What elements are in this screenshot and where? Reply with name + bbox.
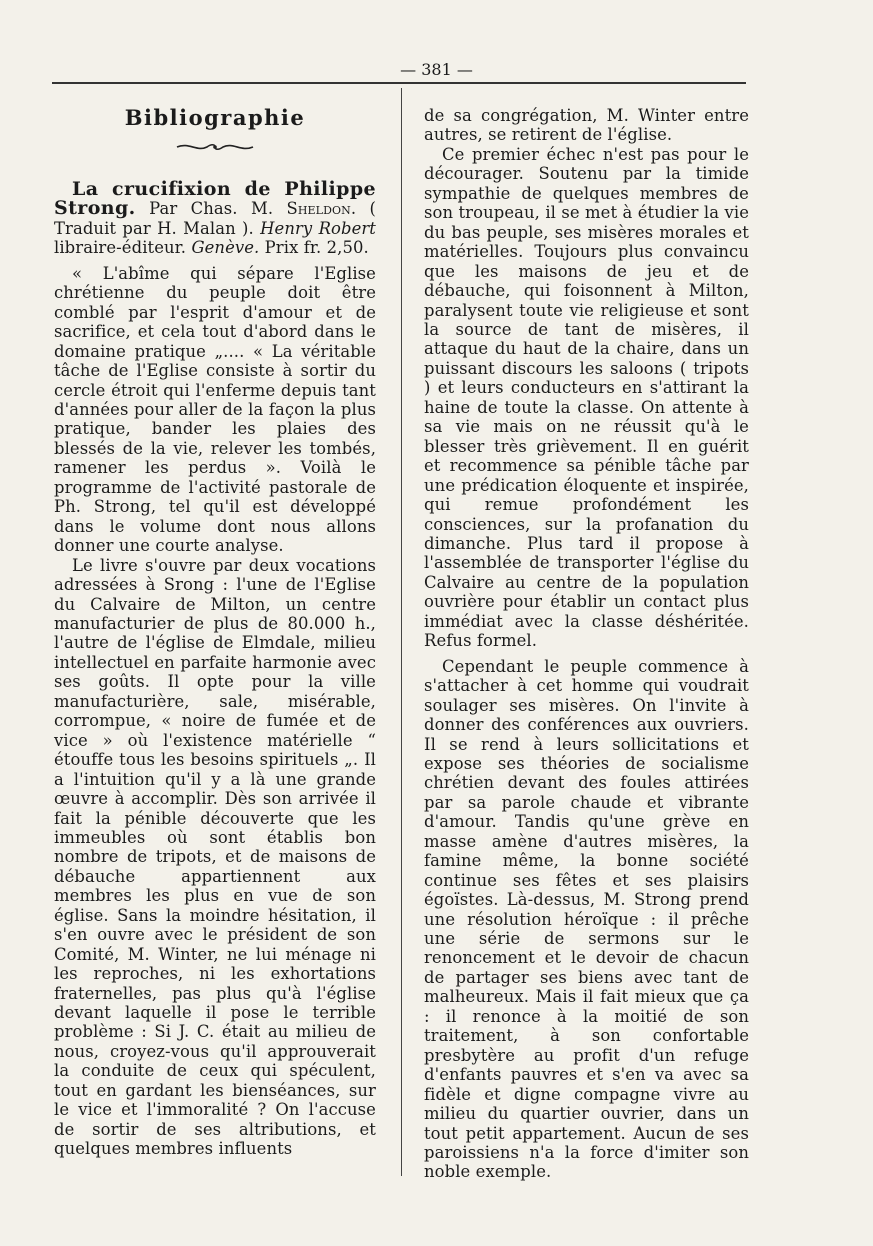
article-price: Prix fr. 2,50. <box>264 238 369 258</box>
right-column <box>424 106 749 1182</box>
header-rule <box>52 82 746 84</box>
article-translator: ( Traduit par H. Malan ). <box>54 199 377 238</box>
ornament-flourish-icon <box>54 140 376 180</box>
page-number: — 381 — <box>400 60 473 79</box>
paragraph: « L'abîme qui sépare l'Eglise chrétienne du peuple doit être comblé par l'esprit d'amour et de sacrifice, et cela tout d'abord dans le domaine pratique „.... « La véritable tâche de l'Eglise consiste à sortir du cercle étroit qui l'enferme depuis tant d'années pour aller de la façon la plus pratique, bander les plaies des blessés de la vie, relever les tombés, ramener les perdus ». Voilà le programme de l'activité pastorale de Ph. Strong, tel qu'il est développé dans le volume dont nous allons donner une courte analyse. <box>54 263 376 556</box>
article-title: La crucifixion de Philippe Strong. <box>54 178 376 220</box>
column-divider <box>401 88 402 1176</box>
article-publisher: Henry Robert <box>260 218 376 238</box>
article-city: Genève. <box>191 238 260 258</box>
article-heading <box>54 180 376 258</box>
paragraph: de sa congrégation, M. Winter entre autres, se retirent de l'église. <box>424 106 749 145</box>
section-title: Bibliographie <box>124 105 306 130</box>
left-column <box>54 104 376 1159</box>
paragraph: Le livre s'ouvre par deux vocations adressées à Srong : l'une de l'Eglise du Calvaire de Milton, un centre manufacturier de plus de 80.000 h., l'autre de l'église de Elmdale, milieu intellectuel en parfaite harmonie avec ses goûts. Il opte pour la ville manufacturière, sale, misérable, corrompue, « noire de fumée et de vice » où l'existence matérielle “ étouffe tous les besoins spirituels „. Il a l'intuition qu'il y a là une grande œuvre à accomplir. Dès son arrivée il fait la pénible découverte que les immeubles où sont établis bon nombre de tripots, et de maisons de débauche appartiennent aux membres les plus en vue de son église. Sans la moindre hésitation, il s'en ouvre avec le président de son Comité, M. Winter, ne lui ménage ni les reproches, ni les exhortations fraternelles, pas plus qu'à l'église devant laquelle il pose le terrible problème : Si J. C. était au milieu de nous, croyez-vous qu'il approuverait la conduite de ceux qui spéculent, tout en gardant les bienséances, sur le vice et l'immoralité ? On l'accuse de sortir de ses altributions, et quelques membres influents <box>54 555 376 1159</box>
article-author: Sheldon. <box>286 199 357 219</box>
article-publisher-role: libraire-éditeur. <box>54 238 187 258</box>
paragraph: Cependant le peuple commence à s'attacher à cet homme qui voudrait soulager ses misères. On l'invite à donner des conférences aux ouvriers. Il se rend à leurs sollicitations et expose ses théories de socialisme chrétien devant des foules attirées par sa parole chaude et vibrante d'amour. Tandis qu'une grève en masse amène d'autres misères, la famine même, la bonne société continue ses fêtes et ses plaisirs égoïstes. Là-dessus, M. Strong prend une résolution héroïque : il prêche une série de sermons sur le renoncement et le devoir de chacun de partager ses biens avec tant de malheureux. Mais il fait mieux que ça : il renonce à la moitié de son traitement, à son confortable presbytère au profit d'un refuge d'enfants pauvres et s'en va avec sa fidèle et digne compagne vivre au milieu du quartier ouvrier, dans un tout petit appartement. Aucun de ses paroissiens n'a la force d'imiter son noble exemple. <box>424 656 749 1182</box>
article-by: Par Chas. M. <box>149 199 274 219</box>
paragraph: Ce premier échec n'est pas pour le décourager. Soutenu par la timide sympathie de quelques membres de son troupeau, il se met à étudier la vie du bas peuple, ses misères morales et matérielles. Toujours plus convaincu que les maisons de jeu et de débauche, qui foisonnent à Milton, paralysent toute vie religieuse et sont la source de tant de misères, il attaque du haut de la chaire, dans un puissant discours les saloons ( tripots ) et leurs conducteurs en s'attirant la haine de toute la classe. On attente à sa vie mais on ne réussit qu'à le blesser très grièvement. Il en guérit et recommence sa pénible tâche par une prédication éloquente et inspirée, qui remue profondément les consciences, sur la profanation du dimanche. Plus tard il propose à l'assemblée de transporter l'église du Calvaire au centre de la population ouvrière pour établir un contact plus immédiat avec la classe déshéritée. Refus formel. <box>424 144 749 651</box>
